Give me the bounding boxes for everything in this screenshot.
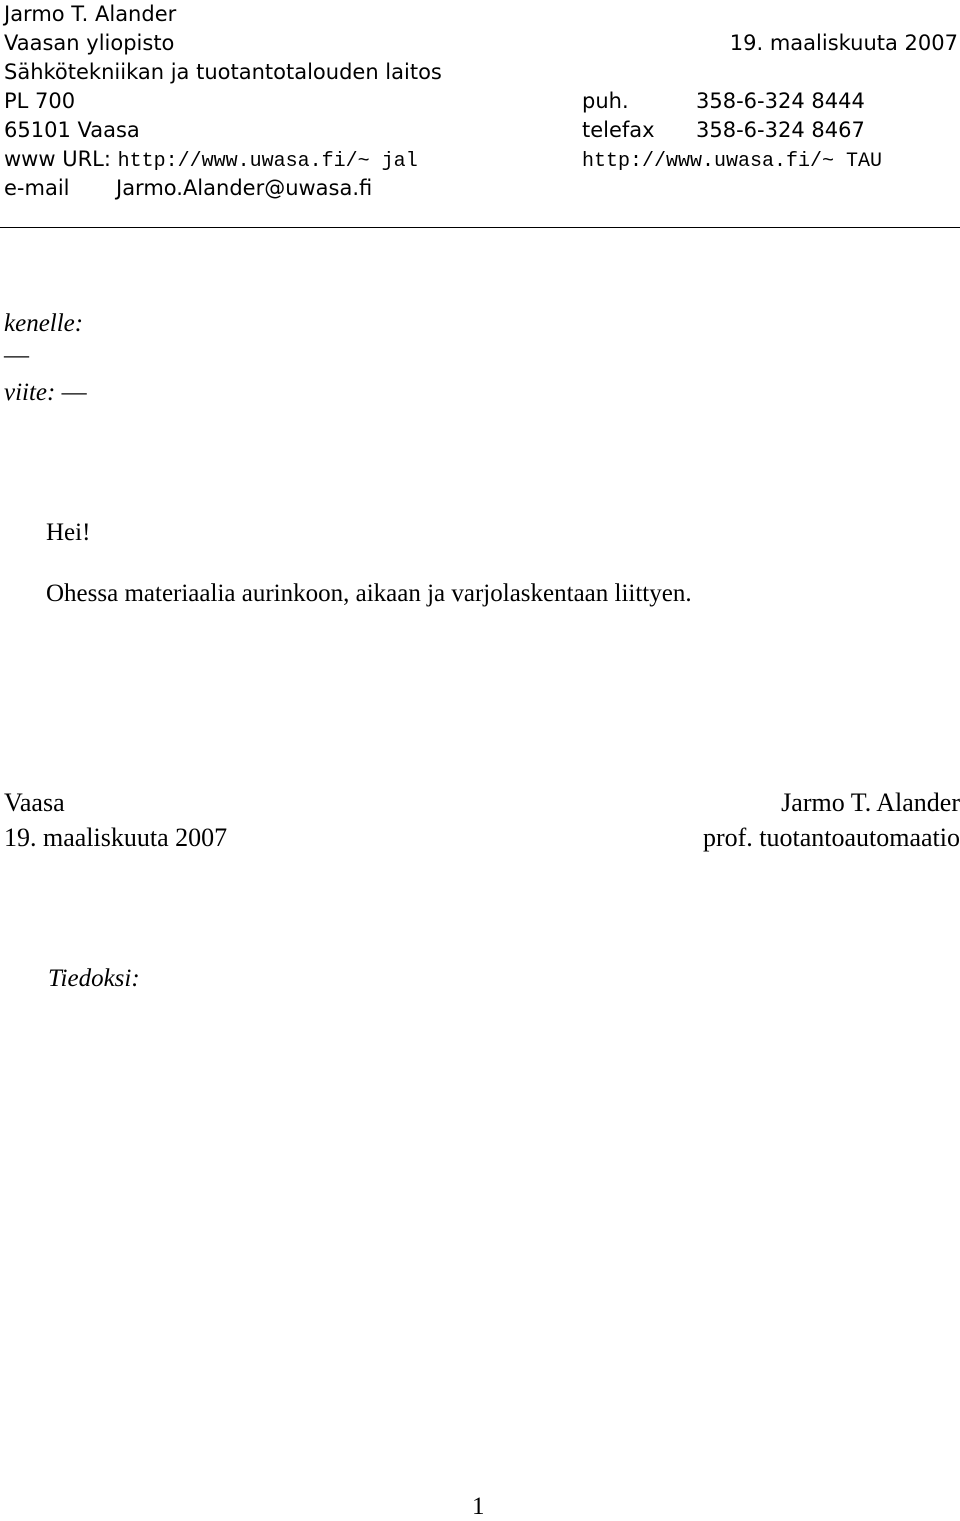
www-row — [4, 145, 418, 176]
header-divider — [0, 227, 960, 228]
phone-label: puh. — [582, 89, 629, 113]
www-label: www URL: — [4, 147, 111, 171]
phone-number: 358-6-324 8444 — [696, 89, 865, 113]
message-text: Ohessa materiaalia aurinkoon, aikaan ja varjolaskentaan liittyen. — [46, 580, 692, 607]
email-label: e-mail — [4, 176, 70, 200]
signer-name: Jarmo T. Alander — [781, 788, 960, 817]
reference-value: — — [61, 379, 87, 406]
sender-name: Jarmo T. Alander — [4, 2, 177, 26]
letter-date: 19. maaliskuuta 2007 — [729, 31, 958, 55]
sender-postal-city: 65101 Vaasa — [4, 118, 140, 142]
email-link[interactable]: Jarmo.Alander@uwasa.fi — [116, 176, 373, 200]
fax-label: telefax — [582, 118, 655, 142]
greeting: Hei! — [46, 519, 91, 546]
fax-number: 358-6-324 8467 — [696, 118, 865, 142]
sender-department: Sähkötekniikan ja tuotantotalouden laitos — [4, 60, 442, 84]
recipient-value: — — [4, 342, 29, 369]
reference-label: viite: — [4, 379, 56, 406]
cc-label: Tiedoksi: — [48, 965, 140, 992]
signer-title: prof. tuotantoautomaatio — [702, 823, 960, 852]
www-url-link[interactable]: http://www.uwasa.fi/~ jal — [117, 150, 418, 173]
dept-url-row — [582, 145, 882, 176]
recipient-label: kenelle: — [4, 310, 84, 337]
reference-row — [4, 379, 87, 407]
sender-po-box: PL 700 — [4, 89, 76, 113]
page-number: 1 — [472, 1493, 485, 1520]
closing-date: 19. maaliskuuta 2007 — [4, 823, 228, 852]
dept-url-link[interactable]: http://www.uwasa.fi/~ TAU — [582, 150, 883, 173]
closing-place: Vaasa — [4, 788, 65, 817]
sender-university: Vaasan yliopisto — [4, 31, 175, 55]
